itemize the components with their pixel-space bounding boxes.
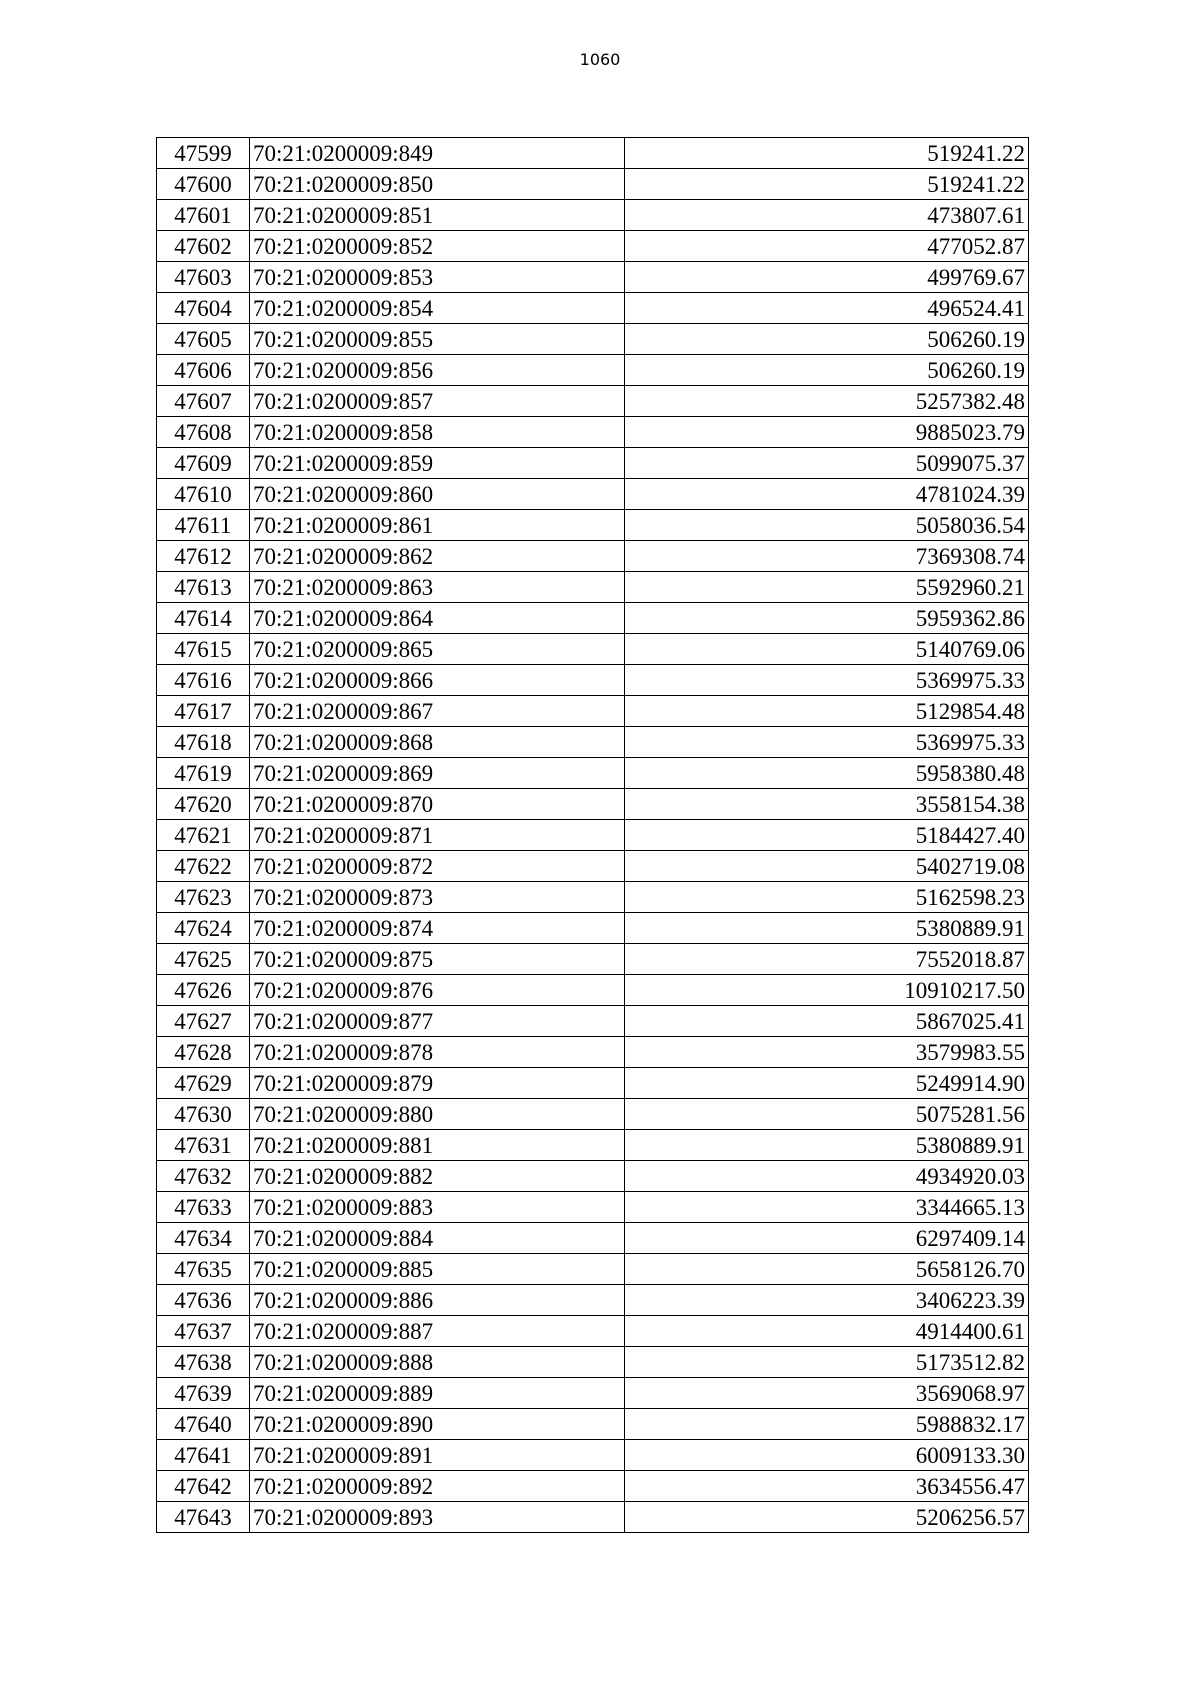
table-row xyxy=(157,510,1029,541)
table-body xyxy=(157,138,1029,1533)
table-row xyxy=(157,1192,1029,1223)
cadastral-number-cell: 70:21:0200009:879 xyxy=(250,1068,625,1099)
cadastral-value-cell: 5402719.08 xyxy=(625,851,1029,882)
cadastral-number-cell: 70:21:0200009:850 xyxy=(250,169,625,200)
table-row xyxy=(157,789,1029,820)
cadastral-number-cell: 70:21:0200009:860 xyxy=(250,479,625,510)
row-number-cell: 47609 xyxy=(157,448,250,479)
cadastral-value-cell: 5249914.90 xyxy=(625,1068,1029,1099)
row-number-cell: 47632 xyxy=(157,1161,250,1192)
table-row xyxy=(157,603,1029,634)
row-number-cell: 47608 xyxy=(157,417,250,448)
cadastral-number-cell: 70:21:0200009:880 xyxy=(250,1099,625,1130)
table-row xyxy=(157,200,1029,231)
row-number-cell: 47639 xyxy=(157,1378,250,1409)
row-number-cell: 47621 xyxy=(157,820,250,851)
cadastral-number-cell: 70:21:0200009:862 xyxy=(250,541,625,572)
cadastral-value-cell: 9885023.79 xyxy=(625,417,1029,448)
row-number-cell: 47602 xyxy=(157,231,250,262)
cadastral-value-cell: 5206256.57 xyxy=(625,1502,1029,1533)
table-row xyxy=(157,1037,1029,1068)
table-row xyxy=(157,913,1029,944)
table-row xyxy=(157,572,1029,603)
row-number-cell: 47642 xyxy=(157,1471,250,1502)
cadastral-number-cell: 70:21:0200009:875 xyxy=(250,944,625,975)
cadastral-number-cell: 70:21:0200009:870 xyxy=(250,789,625,820)
cadastral-value-cell: 506260.19 xyxy=(625,355,1029,386)
table-row xyxy=(157,1130,1029,1161)
table-row xyxy=(157,448,1029,479)
cadastral-value-cell: 5380889.91 xyxy=(625,1130,1029,1161)
cadastral-number-cell: 70:21:0200009:855 xyxy=(250,324,625,355)
table-row xyxy=(157,324,1029,355)
cadastral-value-cell: 3579983.55 xyxy=(625,1037,1029,1068)
row-number-cell: 47630 xyxy=(157,1099,250,1130)
cadastral-value-cell: 4934920.03 xyxy=(625,1161,1029,1192)
table-row xyxy=(157,1223,1029,1254)
cadastral-value-cell: 5058036.54 xyxy=(625,510,1029,541)
table-row xyxy=(157,665,1029,696)
cadastral-number-cell: 70:21:0200009:892 xyxy=(250,1471,625,1502)
table-row xyxy=(157,758,1029,789)
cadastral-number-cell: 70:21:0200009:888 xyxy=(250,1347,625,1378)
row-number-cell: 47601 xyxy=(157,200,250,231)
cadastral-number-cell: 70:21:0200009:890 xyxy=(250,1409,625,1440)
table-row xyxy=(157,1285,1029,1316)
cadastral-value-cell: 3406223.39 xyxy=(625,1285,1029,1316)
cadastral-number-cell: 70:21:0200009:861 xyxy=(250,510,625,541)
cadastral-value-cell: 477052.87 xyxy=(625,231,1029,262)
table-row xyxy=(157,1409,1029,1440)
cadastral-number-cell: 70:21:0200009:893 xyxy=(250,1502,625,1533)
cadastral-value-cell: 3344665.13 xyxy=(625,1192,1029,1223)
cadastral-value-cell: 496524.41 xyxy=(625,293,1029,324)
cadastral-value-cell: 5173512.82 xyxy=(625,1347,1029,1378)
cadastral-value-cell: 5867025.41 xyxy=(625,1006,1029,1037)
row-number-cell: 47610 xyxy=(157,479,250,510)
cadastral-value-cell: 5988832.17 xyxy=(625,1409,1029,1440)
row-number-cell: 47634 xyxy=(157,1223,250,1254)
row-number-cell: 47627 xyxy=(157,1006,250,1037)
cadastral-value-cell: 5380889.91 xyxy=(625,913,1029,944)
cadastral-value-cell: 473807.61 xyxy=(625,200,1029,231)
row-number-cell: 47633 xyxy=(157,1192,250,1223)
cadastral-number-cell: 70:21:0200009:887 xyxy=(250,1316,625,1347)
table-row xyxy=(157,355,1029,386)
row-number-cell: 47640 xyxy=(157,1409,250,1440)
cadastral-value-cell: 4914400.61 xyxy=(625,1316,1029,1347)
row-number-cell: 47620 xyxy=(157,789,250,820)
row-number-cell: 47626 xyxy=(157,975,250,1006)
row-number-cell: 47638 xyxy=(157,1347,250,1378)
page-number: 1060 xyxy=(579,50,621,69)
row-number-cell: 47599 xyxy=(157,138,250,169)
row-number-cell: 47618 xyxy=(157,727,250,758)
table-row xyxy=(157,1471,1029,1502)
cadastral-number-cell: 70:21:0200009:867 xyxy=(250,696,625,727)
table-row xyxy=(157,634,1029,665)
cadastral-value-cell: 5184427.40 xyxy=(625,820,1029,851)
row-number-cell: 47619 xyxy=(157,758,250,789)
row-number-cell: 47636 xyxy=(157,1285,250,1316)
cadastral-number-cell: 70:21:0200009:873 xyxy=(250,882,625,913)
cadastral-value-cell: 5958380.48 xyxy=(625,758,1029,789)
cadastral-number-cell: 70:21:0200009:864 xyxy=(250,603,625,634)
cadastral-value-cell: 5257382.48 xyxy=(625,386,1029,417)
row-number-cell: 47635 xyxy=(157,1254,250,1285)
row-number-cell: 47607 xyxy=(157,386,250,417)
cadastral-number-cell: 70:21:0200009:889 xyxy=(250,1378,625,1409)
row-number-cell: 47615 xyxy=(157,634,250,665)
cadastral-number-cell: 70:21:0200009:856 xyxy=(250,355,625,386)
cadastral-value-cell: 5658126.70 xyxy=(625,1254,1029,1285)
cadastral-number-cell: 70:21:0200009:854 xyxy=(250,293,625,324)
table-row xyxy=(157,975,1029,1006)
table-row xyxy=(157,727,1029,758)
row-number-cell: 47628 xyxy=(157,1037,250,1068)
cadastral-number-cell: 70:21:0200009:878 xyxy=(250,1037,625,1068)
table-row xyxy=(157,541,1029,572)
cadastral-value-cell: 5140769.06 xyxy=(625,634,1029,665)
cadastral-number-cell: 70:21:0200009:863 xyxy=(250,572,625,603)
table-row xyxy=(157,262,1029,293)
table-row xyxy=(157,1378,1029,1409)
cadastral-number-cell: 70:21:0200009:884 xyxy=(250,1223,625,1254)
row-number-cell: 47629 xyxy=(157,1068,250,1099)
row-number-cell: 47600 xyxy=(157,169,250,200)
cadastral-number-cell: 70:21:0200009:881 xyxy=(250,1130,625,1161)
row-number-cell: 47631 xyxy=(157,1130,250,1161)
cadastral-number-cell: 70:21:0200009:865 xyxy=(250,634,625,665)
cadastral-value-cell: 7369308.74 xyxy=(625,541,1029,572)
cadastral-value-cell: 506260.19 xyxy=(625,324,1029,355)
table-row xyxy=(157,1161,1029,1192)
table-row xyxy=(157,138,1029,169)
table-row xyxy=(157,386,1029,417)
table-row xyxy=(157,1006,1029,1037)
cadastral-number-cell: 70:21:0200009:886 xyxy=(250,1285,625,1316)
row-number-cell: 47603 xyxy=(157,262,250,293)
cadastral-value-cell: 10910217.50 xyxy=(625,975,1029,1006)
cadastral-value-cell: 5075281.56 xyxy=(625,1099,1029,1130)
table-row xyxy=(157,169,1029,200)
table-row xyxy=(157,1254,1029,1285)
row-number-cell: 47604 xyxy=(157,293,250,324)
row-number-cell: 47623 xyxy=(157,882,250,913)
cadastral-number-cell: 70:21:0200009:871 xyxy=(250,820,625,851)
cadastral-number-cell: 70:21:0200009:858 xyxy=(250,417,625,448)
table-row xyxy=(157,944,1029,975)
cadastral-number-cell: 70:21:0200009:882 xyxy=(250,1161,625,1192)
row-number-cell: 47606 xyxy=(157,355,250,386)
cadastral-value-cell: 5162598.23 xyxy=(625,882,1029,913)
table-row xyxy=(157,1502,1029,1533)
table-row xyxy=(157,1316,1029,1347)
table-row xyxy=(157,882,1029,913)
cadastral-number-cell: 70:21:0200009:866 xyxy=(250,665,625,696)
row-number-cell: 47622 xyxy=(157,851,250,882)
cadastral-value-cell: 5592960.21 xyxy=(625,572,1029,603)
row-number-cell: 47643 xyxy=(157,1502,250,1533)
table-row xyxy=(157,851,1029,882)
table-row xyxy=(157,1099,1029,1130)
cadastral-value-cell: 519241.22 xyxy=(625,169,1029,200)
cadastral-number-cell: 70:21:0200009:891 xyxy=(250,1440,625,1471)
table-row xyxy=(157,417,1029,448)
row-number-cell: 47611 xyxy=(157,510,250,541)
cadastral-number-cell: 70:21:0200009:885 xyxy=(250,1254,625,1285)
cadastral-value-cell: 519241.22 xyxy=(625,138,1029,169)
cadastral-value-table xyxy=(156,137,1029,1533)
cadastral-value-cell: 3569068.97 xyxy=(625,1378,1029,1409)
table-row xyxy=(157,1440,1029,1471)
row-number-cell: 47617 xyxy=(157,696,250,727)
cadastral-number-cell: 70:21:0200009:851 xyxy=(250,200,625,231)
row-number-cell: 47612 xyxy=(157,541,250,572)
cadastral-number-cell: 70:21:0200009:849 xyxy=(250,138,625,169)
row-number-cell: 47616 xyxy=(157,665,250,696)
row-number-cell: 47605 xyxy=(157,324,250,355)
row-number-cell: 47641 xyxy=(157,1440,250,1471)
cadastral-number-cell: 70:21:0200009:853 xyxy=(250,262,625,293)
cadastral-number-cell: 70:21:0200009:872 xyxy=(250,851,625,882)
table-row xyxy=(157,231,1029,262)
cadastral-value-cell: 5369975.33 xyxy=(625,665,1029,696)
cadastral-value-cell: 6009133.30 xyxy=(625,1440,1029,1471)
table-row xyxy=(157,1068,1029,1099)
cadastral-number-cell: 70:21:0200009:859 xyxy=(250,448,625,479)
cadastral-number-cell: 70:21:0200009:852 xyxy=(250,231,625,262)
cadastral-value-cell: 3558154.38 xyxy=(625,789,1029,820)
table-row xyxy=(157,820,1029,851)
cadastral-number-cell: 70:21:0200009:857 xyxy=(250,386,625,417)
cadastral-value-cell: 3634556.47 xyxy=(625,1471,1029,1502)
row-number-cell: 47624 xyxy=(157,913,250,944)
table-row xyxy=(157,1347,1029,1378)
cadastral-value-cell: 5129854.48 xyxy=(625,696,1029,727)
cadastral-number-cell: 70:21:0200009:869 xyxy=(250,758,625,789)
table-row xyxy=(157,293,1029,324)
cadastral-value-cell: 5369975.33 xyxy=(625,727,1029,758)
table-row xyxy=(157,479,1029,510)
row-number-cell: 47625 xyxy=(157,944,250,975)
cadastral-number-cell: 70:21:0200009:877 xyxy=(250,1006,625,1037)
row-number-cell: 47613 xyxy=(157,572,250,603)
cadastral-number-cell: 70:21:0200009:876 xyxy=(250,975,625,1006)
cadastral-number-cell: 70:21:0200009:874 xyxy=(250,913,625,944)
cadastral-number-cell: 70:21:0200009:868 xyxy=(250,727,625,758)
cadastral-number-cell: 70:21:0200009:883 xyxy=(250,1192,625,1223)
cadastral-value-cell: 7552018.87 xyxy=(625,944,1029,975)
cadastral-value-cell: 6297409.14 xyxy=(625,1223,1029,1254)
cadastral-value-cell: 4781024.39 xyxy=(625,479,1029,510)
cadastral-value-cell: 5099075.37 xyxy=(625,448,1029,479)
row-number-cell: 47614 xyxy=(157,603,250,634)
table-row xyxy=(157,696,1029,727)
cadastral-value-cell: 5959362.86 xyxy=(625,603,1029,634)
row-number-cell: 47637 xyxy=(157,1316,250,1347)
cadastral-value-cell: 499769.67 xyxy=(625,262,1029,293)
